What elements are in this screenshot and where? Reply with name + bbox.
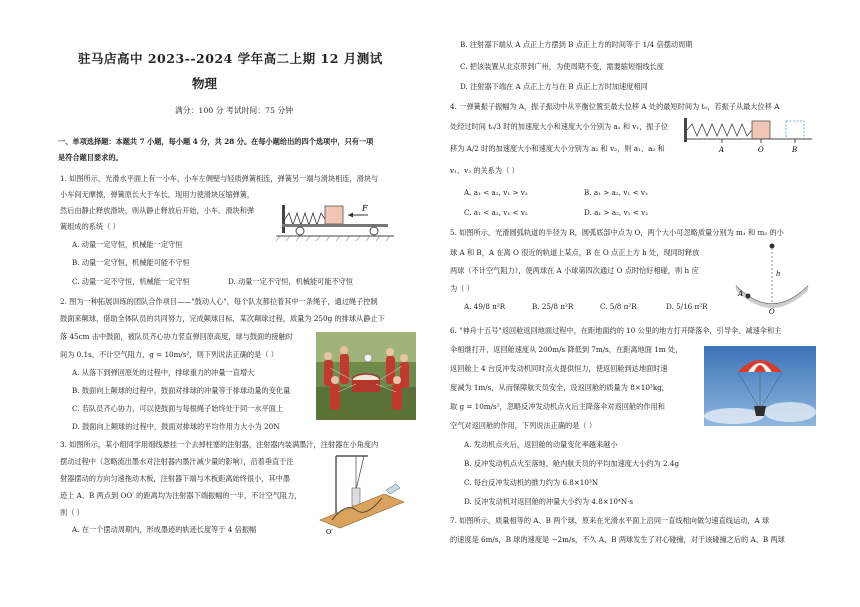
q2-option-d: D. 鼓面向上颠球的过程中，鼓面对排球的平均作用力大小为 20N <box>72 422 280 431</box>
q4-line4: v₁、v₂ 的关系为（ ） <box>450 166 519 175</box>
q5-line3: 两球（不计空气阻力），使两球在 A 小球第四次通过 O 点时恰好相碰，则 h 应 <box>450 266 699 275</box>
q6-line3: 返回舱上 4 台反冲发动机同时点火提供恒力，使返回舱到达地面时速 <box>450 364 668 373</box>
q1-line2: 小车间无摩擦，弹簧原长大于车长，现用力使滑块压缩弹簧， <box>60 190 255 199</box>
osc-b-label: B <box>792 146 798 154</box>
q1-line1: 1. 如图所示，光滑水平面上有一小车，小车左侧壁与轻质弹簧相连，弹簧另一端与滑块相连，滑块与 <box>60 174 379 183</box>
arc-h-label: h <box>776 270 781 278</box>
q5-line1: 5. 如图所示，光滑圆弧轨道的半径为 R，圆弧底部中点为 O，两个大小可忽略质量分别为 m₁ 和 m₂ 的小 <box>450 228 784 237</box>
q2-option-a: A. 从落下到弹回原处的过程中，排球重力的冲量一直增大 <box>72 368 255 377</box>
pendulum-syringe-figure <box>312 450 412 538</box>
q2-option-b: B. 鼓面向上颠球的过程中，鼓面对排球的冲量等于排球动量的变化量 <box>72 386 291 395</box>
q4-option-c: C. a₁ < a₂, v₁ < v₂ <box>464 208 528 217</box>
q6-line2: 伞相继打开，返回舱速度从 200m/s 降低到 7m/s，在距离地面 1m 处， <box>450 345 683 354</box>
q6-option-d: D. 反冲发动机对返回舱的冲量大小约为 4.8×10⁴N·s <box>464 497 634 506</box>
q1-option-d: D. 动量一定不守恒，机械能可能不守恒 <box>228 277 354 286</box>
q6-line5: 取 g = 10m/s²，忽略反冲发动机点火后主降落伞对返回舱的作用和 <box>450 402 665 411</box>
q3-option-d: D. 注射器下端在 A 点正上方与在 B 点正上方时加速度相同 <box>460 82 648 91</box>
q5-line2: 球 A 和 B，A 在离 O 很近的轨道上某点，B 在 O 点正上方 h 处，现同时释放 <box>450 248 700 257</box>
arc-o-label: O <box>769 308 775 316</box>
exam-title: 驻马店高中 2023--2024 学年高二上期 12 月测试 <box>78 51 383 66</box>
section-heading: 一、单项选择题：本题共 7 小题，每小题 4 分，共 28 分。在每小题给出的四个选项中，只有一项 <box>58 137 374 146</box>
q7-line2: 的速度是 6m/s，B 球的速度是 −2m/s，不久 A、B 两球发生了对心碰撞，对于该碰撞之后的 A、B 两球 <box>450 535 785 544</box>
q3-line4: 迹上 A、B 两点到 OO′ 的距离均为注射器下端振幅的一半，不计空气阻力， <box>60 491 302 500</box>
q1-option-c: C. 动量一定不守恒，机械能一定守恒 <box>72 277 190 286</box>
q6-option-c: C. 每台反冲发动机的推力约为 6.8×10³N <box>464 478 599 487</box>
cart-spring-figure <box>276 195 396 245</box>
q1-line4: 簧组成的系统（ ） <box>60 222 120 231</box>
force-label: F <box>362 204 368 213</box>
q2-line2: 鼓面来颠球，借助全体队员的共同努力，完成颠球目标，某次颠球过程，质量为 250g 的排球从静止下 <box>60 314 385 323</box>
q2-line3: 落 45cm 击中鼓面，被队员齐心协力竖直弹回原高度，球与鼓面的接触时 <box>60 332 293 341</box>
q4-option-d: D. a₁ > a₂, v₁ < v₂ <box>584 208 649 217</box>
parachute-photo <box>704 346 816 426</box>
q6-line1: 6. "神舟十五号"返回舱返回地面过程中，在距地面约的 10 公里的地方打开降落伞，引导伞、减速伞和主 <box>450 326 782 335</box>
q6-line6: 空气对返回舱的作用，下列说法正确的是（ ） <box>450 421 597 430</box>
team-drum-photo <box>316 332 416 420</box>
q3-line1: 3. 如图所示，某小组同学用细线悬挂一个去掉柱塞的注射器，注射器内装满墨汁，注射器在小角度内 <box>60 440 379 449</box>
q4-line1: 4. 一弹簧振子振幅为 A，振子振动中从平衡位置至最大位移 A 处的最短时间为 t₀，若振子从最大位移 A <box>450 102 780 111</box>
q4-option-a: A. a₁ < a₂, v₁ > v₂ <box>464 188 528 197</box>
q2-option-c: C. 若队员齐心协力，可以使鼓面与每根绳子始终处于同一水平面上 <box>72 404 284 413</box>
q1-option-b: B. 动量一定守恒，机械能可能不守恒 <box>72 258 190 267</box>
q1-line3: 然后由静止释放滑块，则从静止释放后开始，小车、滑块和弹 <box>60 206 255 215</box>
exam-meta: 满分：100 分 考试时间：75 分钟 <box>175 106 294 115</box>
q6-option-a: A. 发动机点火后，返回舱的动量变化率越来越小 <box>464 440 618 449</box>
q5-option-b: B. 25/8 π²R <box>532 302 574 311</box>
arc-a-label: A <box>738 290 744 298</box>
q4-line3: 移为 A/2 时的加速度大小和速度大小分别为 a₂ 和 v₂，则 a₁、a₂ 和 <box>450 144 665 153</box>
q2-line4: 间为 0.1s，不计空气阻力，g = 10m/s²，则下列说法正确的是（ ） <box>60 350 278 359</box>
q5-option-c: C. 5/8 π²R <box>600 302 637 311</box>
section-heading-cont: 是符合题目要求的。 <box>58 153 123 162</box>
q4-option-b: B. a₁ > a₂, v₁ < v₂ <box>584 188 648 197</box>
q4-line2: 处经过时间 t₀/3 时的加速度大小和速度大小分别为 a₁ 和 v₁，振子位 <box>450 122 668 131</box>
q5-line4: 为（ ） <box>450 284 474 293</box>
q3-line3: 射器摆动的方向匀速拖动木板，注射器下端与木板距离始终很小，其中墨 <box>60 474 291 483</box>
q3-line5: 则（ ） <box>60 508 84 517</box>
q6-option-b: B. 反冲发动机点火至落地，舱内航天员的平均加速度大小约为 2.4g <box>464 459 680 468</box>
spring-oscillator-figure <box>682 112 816 156</box>
subject-title: 物理 <box>192 76 218 91</box>
q3-option-c: C. 把该装置从北京带到广州，为使周期不变，需要缩短细线长度 <box>460 62 664 71</box>
q3-option-a: A. 在一个摆动周期内，形成墨迹的轨迹长度等于 4 倍振幅 <box>72 525 257 534</box>
q3-option-b: B. 注射器下端从 A 点正上方摆到 B 点正上方的时间等于 1/4 倍摆动周期 <box>460 40 693 49</box>
q5-option-a: A. 49/8 π²R <box>464 302 506 311</box>
pendulum-o-label: O′ <box>326 528 333 536</box>
q2-line1: 2. 图为一种拓展训练的团队合作项目——"鼓动人心"，每个队友都拉着其中一条绳子，通过绳子控制 <box>60 297 378 306</box>
q1-option-a: A. 动量一定守恒，机械能一定守恒 <box>72 240 183 249</box>
osc-o-label: O <box>758 146 764 154</box>
q6-line4: 度减为 1m/s，从而保障航天员安全，设返回舱的质量为 8×10³kg， <box>450 383 669 392</box>
q7-line1: 7. 如图所示，质量相等的 A、B 两个球，原来在光滑水平面上沿同一直线相向做匀速直线运动，A 球 <box>450 516 770 525</box>
osc-a-label: A <box>719 146 725 154</box>
arc-track-figure <box>732 240 812 318</box>
q5-option-d: D. 5/16 π²R <box>666 302 708 311</box>
q3-line2: 摆动过程中（忽略流出墨水对注射器内墨汁减少量的影响），沿着垂直于注 <box>60 457 294 466</box>
